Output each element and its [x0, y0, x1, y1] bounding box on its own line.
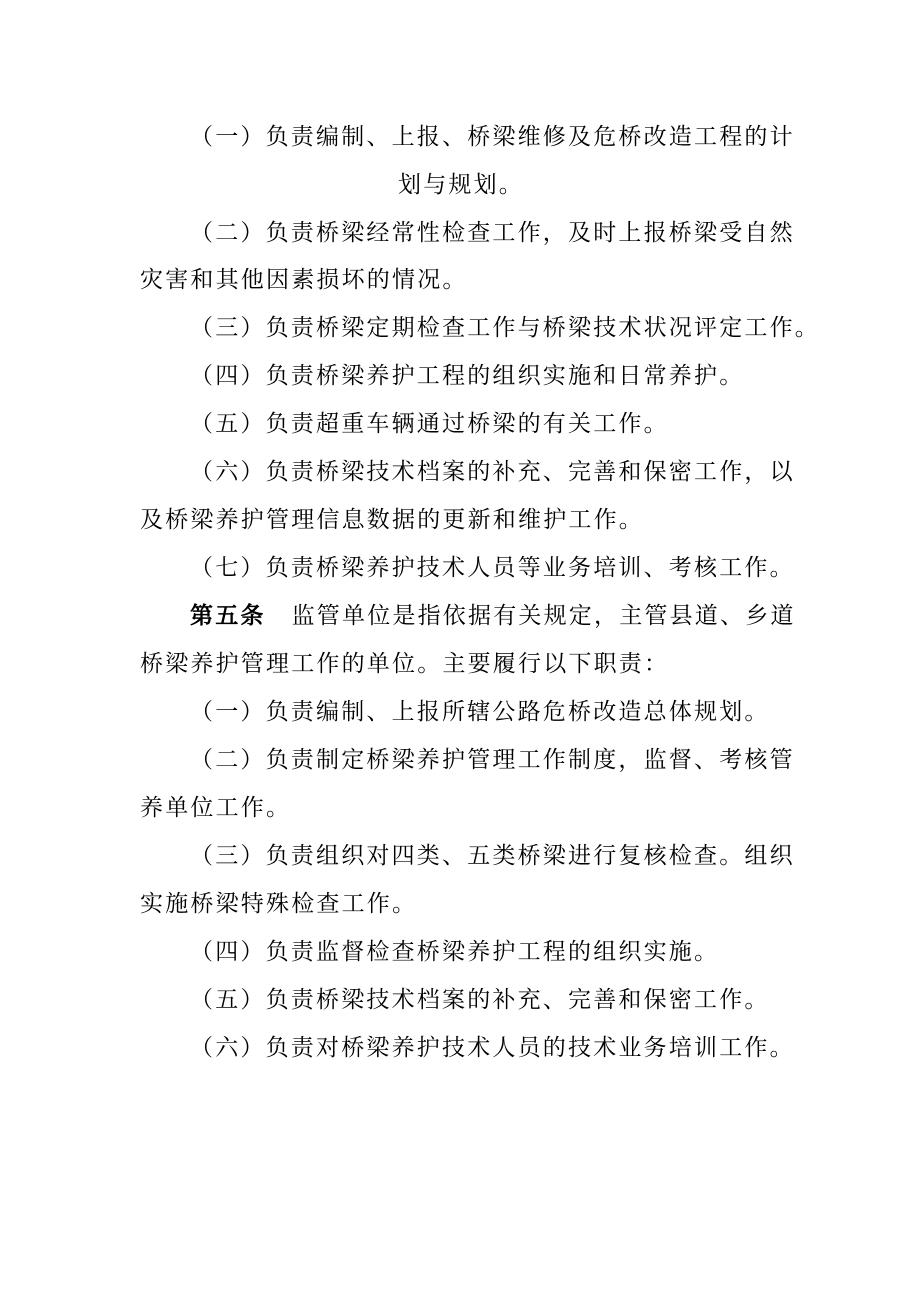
article-line — [190, 601, 796, 631]
paragraph-line: （二）负责制定桥梁养护管理工作制度，监督、考核管 — [190, 747, 795, 773]
paragraph-line: （五）负责超重车辆通过桥梁的有关工作。 — [190, 411, 669, 437]
paragraph-line: （一）负责编制、上报所辖公路危桥改造总体规划。 — [190, 699, 770, 725]
paragraph-line: 桥梁养护管理工作的单位。主要履行以下职责： — [140, 651, 670, 677]
paragraph-line: （六）负责对桥梁养护技术人员的技术业务培训工作。 — [190, 1035, 795, 1061]
paragraph-line: （四）负责桥梁养护工程的组织实施和日常养护。 — [190, 363, 745, 389]
paragraph-line: （四）负责监督检查桥梁养护工程的组织实施。 — [190, 939, 720, 965]
paragraph-line: 实施桥梁特殊检查工作。 — [140, 891, 418, 917]
paragraph-line: （六）负责桥梁技术档案的补充、完善和保密工作，以 — [190, 459, 795, 485]
paragraph-line: 养单位工作。 — [140, 795, 292, 821]
paragraph-line: 及桥梁养护管理信息数据的更新和维护工作。 — [140, 507, 644, 533]
paragraph-line: （三）负责桥梁定期检查工作与桥梁技术状况评定工作。 — [190, 315, 820, 341]
paragraph-line: 灾害和其他因素损坏的情况。 — [140, 267, 468, 293]
paragraph-line: （一）负责编制、上报、桥梁维修及危桥改造工程的计 — [190, 124, 795, 150]
article-heading: 第五条 — [190, 602, 266, 629]
paragraph-line: 划与规划。 — [398, 172, 524, 198]
paragraph-line: （二）负责桥梁经常性检查工作，及时上报桥梁受自然 — [190, 220, 795, 246]
paragraph-line: （三）负责组织对四类、五类桥梁进行复核检查。组织 — [190, 843, 795, 869]
article-text: 监管单位是指依据有关规定，主管县道、乡道 — [291, 603, 796, 629]
paragraph-line: （七）负责桥梁养护技术人员等业务培训、考核工作。 — [190, 555, 795, 581]
paragraph-line: （五）负责桥梁技术档案的补充、完善和保密工作。 — [190, 987, 770, 1013]
